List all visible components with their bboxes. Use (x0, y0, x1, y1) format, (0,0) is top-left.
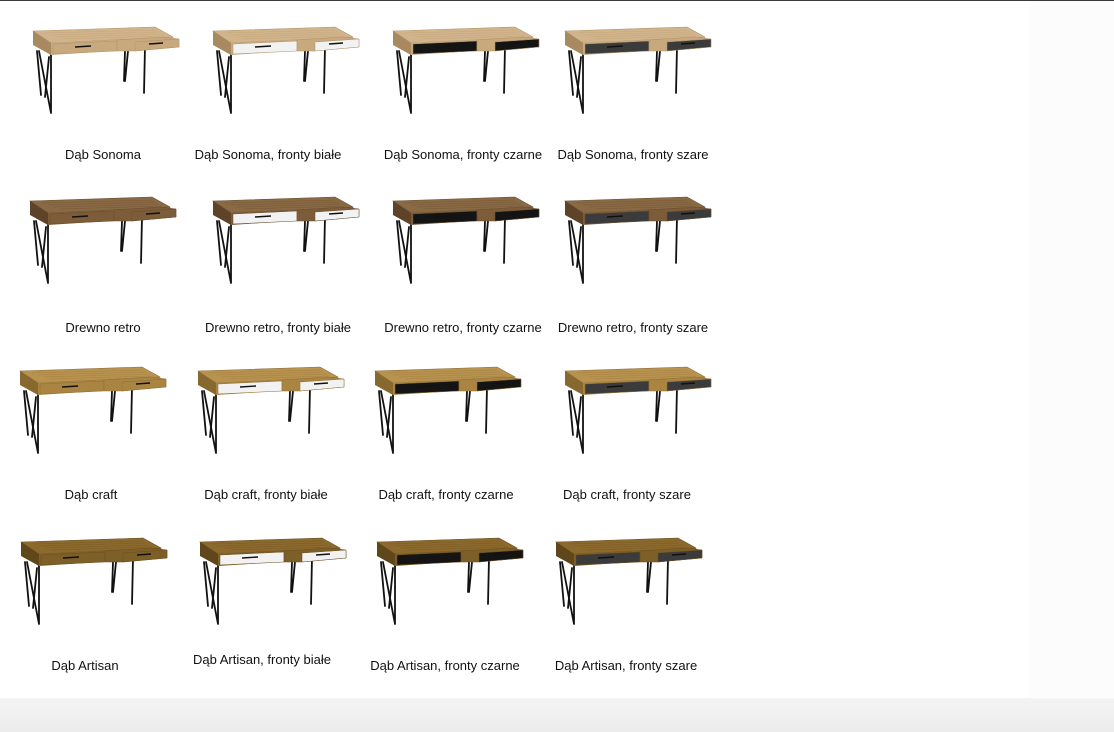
desk-image-9 (190, 355, 370, 475)
desk-image-0 (25, 15, 205, 135)
handle (493, 554, 507, 555)
desk-image-11 (557, 355, 737, 475)
desk-drawing (205, 15, 365, 131)
handle (137, 554, 151, 555)
desk-drawing (22, 185, 182, 301)
desk-leg (667, 558, 668, 604)
desk-leg (484, 51, 488, 81)
handle (672, 554, 686, 555)
desk-caption-0: Dąb Sonoma (65, 147, 141, 162)
desk-leg (676, 47, 677, 93)
desk-leg (304, 51, 308, 81)
desk-caption-6: Drewno retro, fronty czarne (384, 320, 542, 335)
handle (681, 383, 695, 384)
desk-caption-2: Dąb Sonoma, fronty czarne (383, 147, 543, 162)
desk-image-10 (367, 355, 547, 475)
handle (316, 554, 330, 555)
desk-leg (144, 47, 145, 93)
desk-image-13 (192, 526, 372, 646)
desk-caption-10: Dąb craft, fronty czarne (378, 487, 514, 502)
desk-leg (311, 558, 312, 604)
desk-drawing (385, 15, 545, 131)
desk-drawing (192, 526, 352, 642)
handle (329, 43, 343, 44)
handle (136, 383, 150, 384)
handle (607, 386, 623, 387)
handle (598, 557, 614, 558)
desk-caption-14: Dąb Artisan, fronty czarne (370, 658, 520, 673)
desk-image-4 (22, 185, 202, 305)
handle (509, 43, 523, 44)
desk-image-14 (369, 526, 549, 646)
desk-image-15 (548, 526, 728, 646)
desk-drawing (190, 355, 350, 471)
desk-caption-13: Dąb Artisan, fronty białe (192, 652, 332, 667)
handle (242, 557, 258, 558)
handle (240, 386, 256, 387)
desk-image-12 (13, 526, 193, 646)
desk-leg (324, 217, 325, 263)
desk-drawing (13, 526, 173, 642)
desk-image-2 (385, 15, 565, 135)
desk-image-6 (385, 185, 565, 305)
handle (255, 216, 271, 217)
desk-leg (488, 558, 489, 604)
desk-leg (289, 391, 293, 421)
desk-drawing (548, 526, 708, 642)
desk-caption-9: Dąb craft, fronty białe (204, 487, 328, 502)
desk-image-8 (12, 355, 192, 475)
handle (417, 386, 433, 387)
handle (72, 216, 88, 217)
handle (607, 216, 623, 217)
desk-leg (132, 558, 133, 604)
desk-leg (131, 387, 132, 433)
desk-leg (504, 47, 505, 93)
handle (329, 213, 343, 214)
desk-caption-8: Dąb craft (64, 487, 118, 502)
desk-drawing (12, 355, 172, 471)
desk-leg (112, 562, 116, 592)
desk-caption-3: Dąb Sonoma, fronty szare (557, 147, 709, 162)
desk-leg (466, 391, 470, 421)
desk-drawing (25, 15, 185, 131)
desk-image-3 (557, 15, 737, 135)
catalog-sheet (0, 1, 1030, 698)
page-margin-right (1030, 1, 1114, 698)
desk-leg (291, 562, 295, 592)
desk-leg (124, 51, 128, 81)
desk-caption-15: Dąb Artisan, fronty szare (554, 658, 698, 673)
desk-leg (676, 387, 677, 433)
desk-drawing (205, 185, 365, 301)
desk-drawing (369, 526, 529, 642)
handle (75, 46, 91, 47)
desk-image-7 (557, 185, 737, 305)
desk-drawing (557, 185, 717, 301)
desk-leg (656, 51, 660, 81)
handle (509, 213, 523, 214)
desk-caption-4: Drewno retro (65, 320, 141, 335)
desk-caption-7: Drewno retro, fronty szare (557, 320, 709, 335)
window-bottom-bar (0, 698, 1114, 732)
desk-drawing (367, 355, 527, 471)
desk-leg (486, 387, 487, 433)
desk-leg (468, 562, 472, 592)
handle (419, 557, 435, 558)
desk-leg (324, 47, 325, 93)
desk-leg (111, 391, 115, 421)
handle (63, 557, 79, 558)
desk-image-5 (205, 185, 385, 305)
handle (681, 213, 695, 214)
desk-leg (484, 221, 488, 251)
handle (607, 46, 623, 47)
desk-leg (656, 221, 660, 251)
desk-caption-11: Dąb craft, fronty szare (563, 487, 691, 502)
desk-leg (647, 562, 651, 592)
desk-caption-12: Dąb Artisan (51, 658, 119, 673)
handle (62, 386, 78, 387)
desk-drawing (557, 355, 717, 471)
handle (491, 383, 505, 384)
desk-leg (304, 221, 308, 251)
desk-leg (309, 387, 310, 433)
desk-leg (676, 217, 677, 263)
desk-image-1 (205, 15, 385, 135)
desk-caption-1: Dąb Sonoma, fronty białe (194, 147, 342, 162)
desk-leg (656, 391, 660, 421)
desk-leg (504, 217, 505, 263)
desk-drawing (557, 15, 717, 131)
handle (681, 43, 695, 44)
handle (146, 213, 160, 214)
handle (435, 216, 451, 217)
handle (149, 43, 163, 44)
desk-drawing (385, 185, 545, 301)
desk-leg (121, 221, 125, 251)
handle (314, 383, 328, 384)
handle (435, 46, 451, 47)
handle (255, 46, 271, 47)
desk-leg (141, 217, 142, 263)
desk-caption-5: Drewno retro, fronty białe (205, 320, 351, 335)
